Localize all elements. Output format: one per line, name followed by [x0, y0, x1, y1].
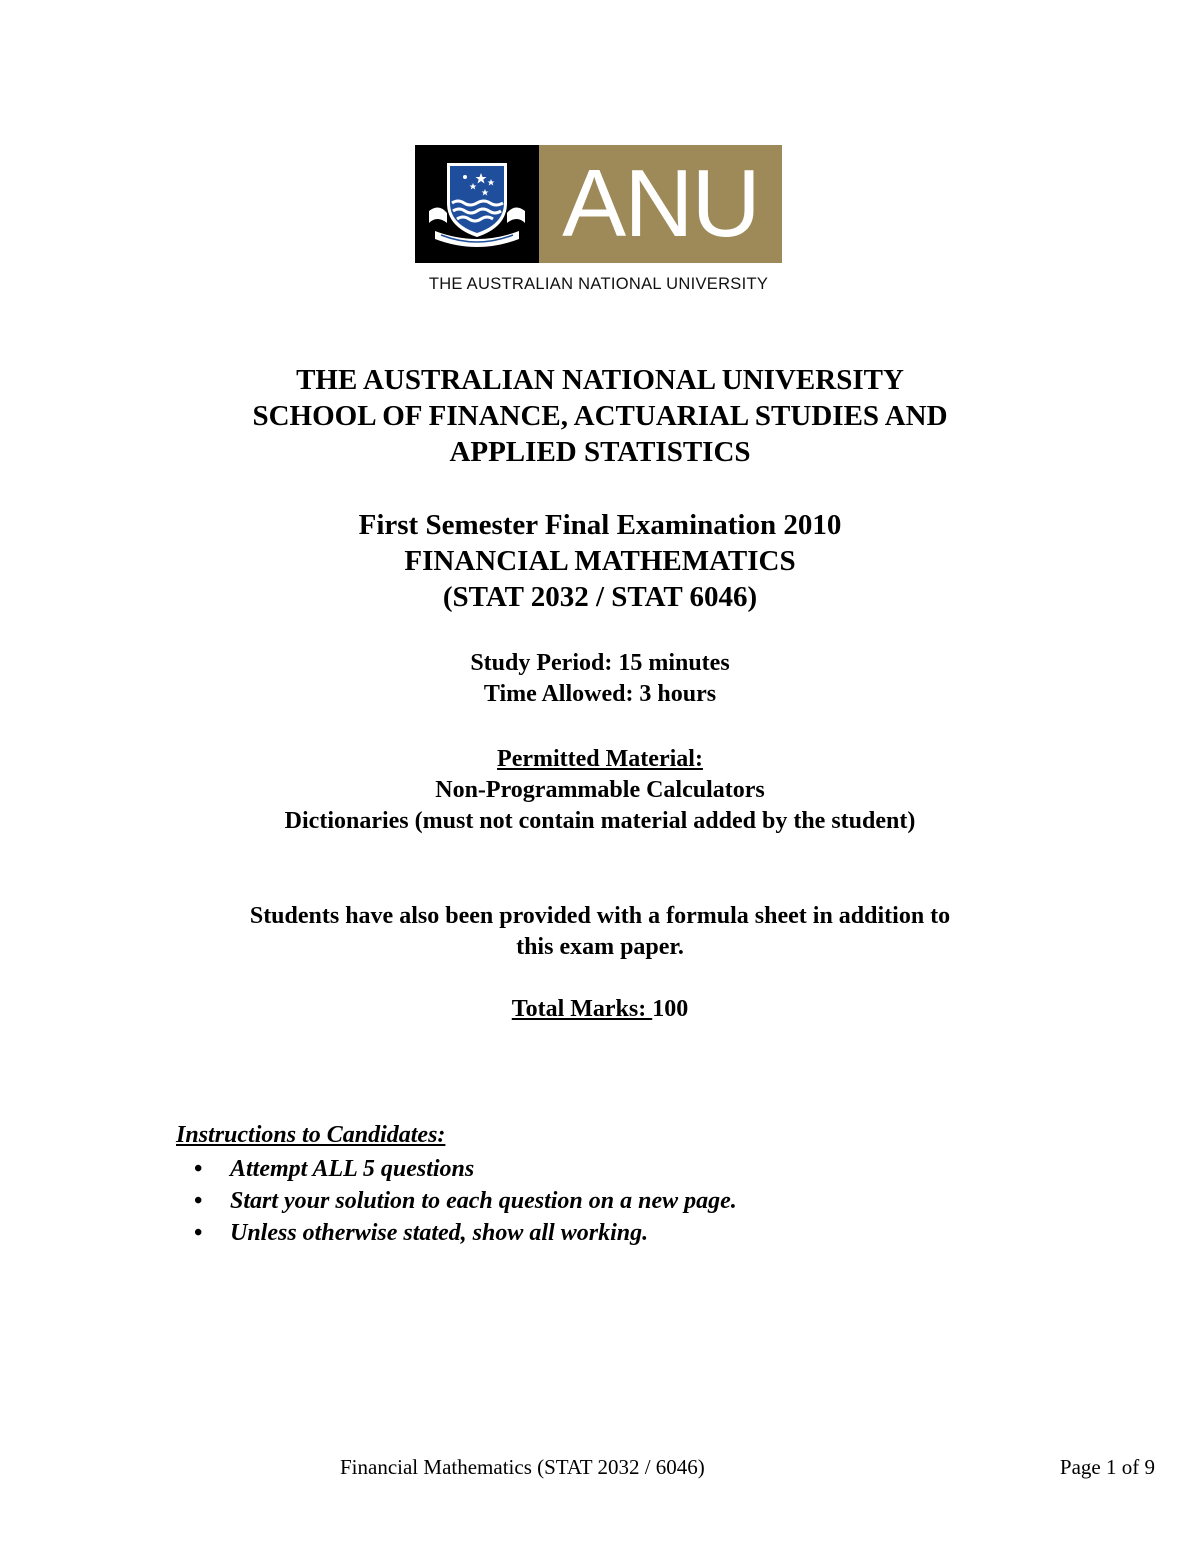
permitted-heading: Permitted Material: — [497, 746, 703, 772]
instruction-text: Attempt ALL 5 questions — [230, 1156, 475, 1182]
instructions-section — [176, 1120, 1076, 1249]
total-marks-label: Total Marks: — [511, 996, 653, 1022]
time-allowed: Time Allowed: 3 hours — [483, 681, 717, 707]
instruction-text: Start your solution to each question on a new page. — [230, 1188, 737, 1214]
instruction-text: Unless otherwise stated, show all working. — [230, 1220, 649, 1246]
permitted-material — [0, 744, 1200, 837]
list-item — [194, 1217, 1076, 1249]
formula-sheet-note — [0, 901, 1200, 963]
list-item — [194, 1153, 1076, 1185]
exam-title: First Semester Final Examination 2010 — [358, 509, 842, 541]
anu-logo — [415, 145, 782, 263]
list-item — [194, 1185, 1076, 1217]
page-number: Page 1 of 9 — [1059, 1455, 1155, 1479]
university-name: THE AUSTRALIAN NATIONAL UNIVERSITY — [296, 364, 904, 396]
total-marks — [0, 994, 1200, 1025]
course-name: FINANCIAL MATHEMATICS — [404, 545, 796, 577]
crest-panel — [415, 145, 539, 263]
instructions-heading: Instructions to Candidates: — [176, 1122, 446, 1148]
exam-timing — [0, 648, 1200, 710]
instructions-list — [176, 1153, 1076, 1249]
school-name-line1: SCHOOL OF FINANCE, ACTUARIAL STUDIES AND — [252, 400, 948, 432]
footer-course: Financial Mathematics (STAT 2032 / 6046) — [340, 1455, 705, 1479]
bullet-icon: • — [194, 1156, 203, 1182]
anu-wordmark: ANU — [539, 145, 782, 263]
bullet-icon: • — [194, 1220, 203, 1246]
permitted-item-dictionaries: Dictionaries (must not contain material added by the student) — [284, 808, 916, 834]
total-marks-value: 100 — [652, 996, 689, 1022]
exam-header — [0, 507, 1200, 615]
study-period: Study Period: 15 minutes — [470, 650, 730, 676]
bullet-icon: • — [194, 1188, 203, 1214]
logo-subtitle: THE AUSTRALIAN NATIONAL UNIVERSITY — [428, 275, 769, 293]
course-code: (STAT 2032 / STAT 6046) — [442, 581, 758, 613]
school-name-line2: APPLIED STATISTICS — [449, 436, 751, 468]
formula-note-line1: Students have also been provided with a formula sheet in addition to — [249, 903, 951, 929]
school-header — [0, 362, 1200, 470]
permitted-item-calculators: Non-Programmable Calculators — [435, 777, 765, 803]
university-crest-icon — [425, 153, 529, 255]
formula-note-line2: this exam paper. — [516, 934, 684, 960]
